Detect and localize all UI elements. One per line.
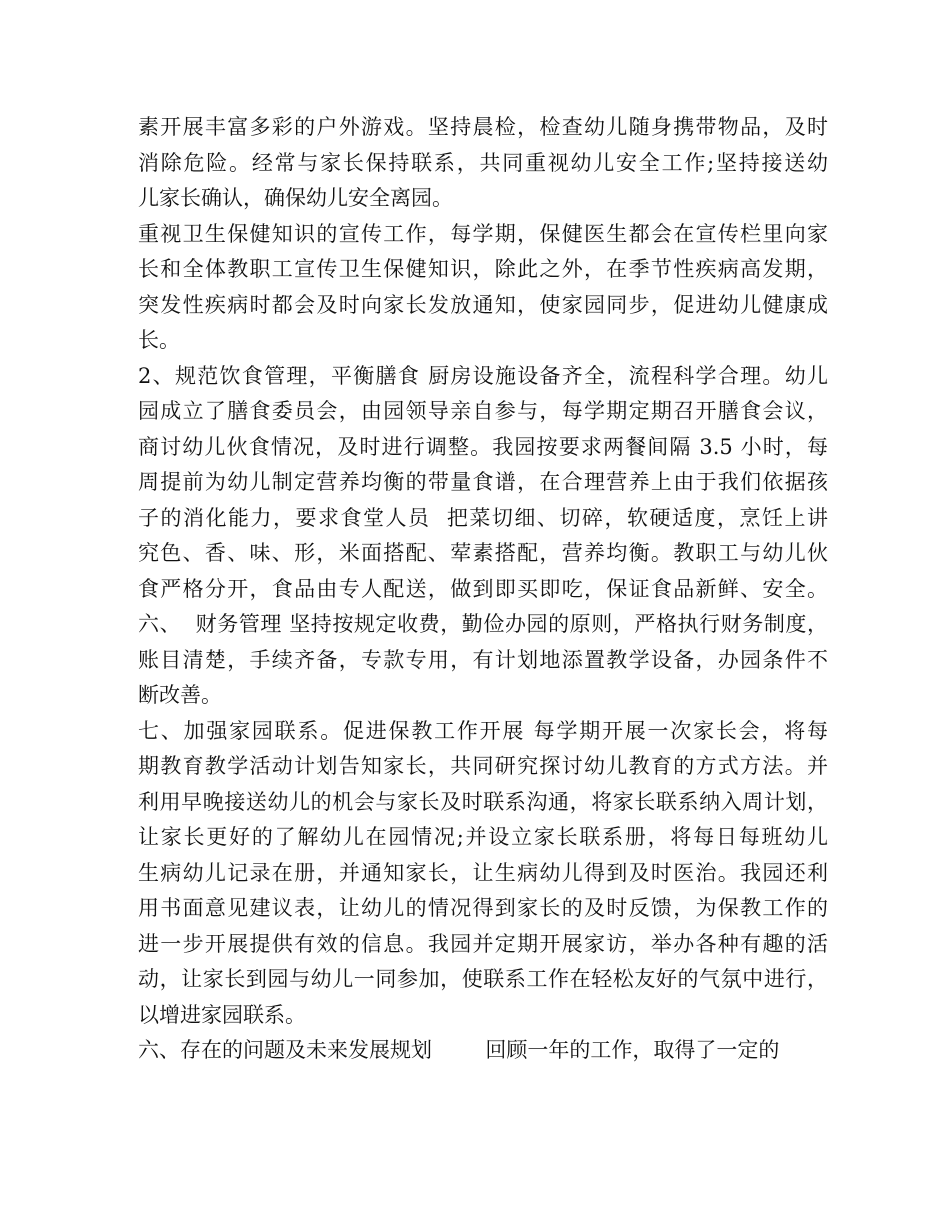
- text-line: 素开展丰富多彩的户外游戏。坚持晨检，检查幼儿随身携带物品，及时: [138, 115, 828, 139]
- text-line: 账目清楚，手续齐备，专款专用，有计划地添置教学设备，办园条件不: [138, 647, 828, 672]
- text-line: 用书面意见建议表，让幼儿的情况得到家长的及时反馈，为保教工作的: [138, 896, 828, 920]
- text-line: 突发性疾病时都会及时向家长发放通知，使家园同步，促进幼儿健康成: [138, 292, 828, 317]
- text-line: 子的消化能力，要求食堂人员 把菜切细、切碎，软硬适度，烹饪上讲: [138, 505, 828, 530]
- text-line: 生病幼儿记录在册，并通知家长，让生病幼儿得到及时医治。我园还利: [138, 860, 828, 885]
- text-line: 六、 财务管理 坚持按规定收费，勤俭办园的原则，严格执行财务制度，: [138, 612, 828, 636]
- text-line: 动，让家长到园与幼儿一同参加，使联系工作在轻松友好的气氛中进行，: [138, 967, 828, 991]
- text-line: 消除危险。经常与家长保持联系，共同重视幼儿安全工作;坚持接送幼: [138, 150, 828, 175]
- text-line: 让家长更好的了解幼儿在园情况;并设立家长联系册，将每日每班幼儿: [138, 825, 828, 849]
- text-line: 食严格分开，食品由专人配送，做到即买即吃，保证食品新鲜、安全。: [138, 576, 828, 601]
- text-line: 以增进家园联系。: [138, 1002, 306, 1027]
- text-line: 2、规范饮食管理，平衡膳食 厨房设施设备齐全，流程科学合理。幼儿: [138, 363, 828, 388]
- text-line: 长和全体教职工宣传卫生保健知识，除此之外，在季节性疾病高发期，: [138, 257, 828, 281]
- text-line: 期教育教学活动计划告知家长，共同研究探讨幼儿教育的方式方法。并: [138, 754, 828, 778]
- text-line: 利用早晚接送幼儿的机会与家长及时联系沟通，将家长联系纳入周计划，: [138, 789, 828, 814]
- document-body: [138, 110, 828, 1069]
- text-line: 七、加强家园联系。促进保教工作开展 每学期开展一次家长会，将每: [138, 718, 828, 743]
- text-line: 商讨幼儿伙食情况，及时进行调整。我园按要求两餐间隔 3.5 小时，每: [138, 434, 828, 459]
- text-line: 重视卫生保健知识的宣传工作，每学期，保健医生都会在宣传栏里向家: [138, 221, 828, 246]
- text-line: 六、存在的问题及未来发展规划 回顾一年的工作，取得了一定的: [138, 1038, 780, 1062]
- text-line: 断改善。: [138, 683, 222, 707]
- text-line: 进一步开展提供有效的信息。我园并定期开展家访，举办各种有趣的活: [138, 931, 828, 956]
- text-line: 长。: [138, 328, 180, 352]
- text-line: 园成立了膳食委员会，由园领导亲自参与，每学期定期召开膳食会议，: [138, 399, 828, 423]
- text-line: 周提前为幼儿制定营养均衡的带量食谱，在合理营养上由于我们依据孩: [138, 470, 828, 494]
- text-line: 儿家长确认，确保幼儿安全离园。: [138, 186, 453, 210]
- text-line: 究色、香、味、形，米面搭配、荤素搭配，营养均衡。教职工与幼儿伙: [138, 541, 828, 565]
